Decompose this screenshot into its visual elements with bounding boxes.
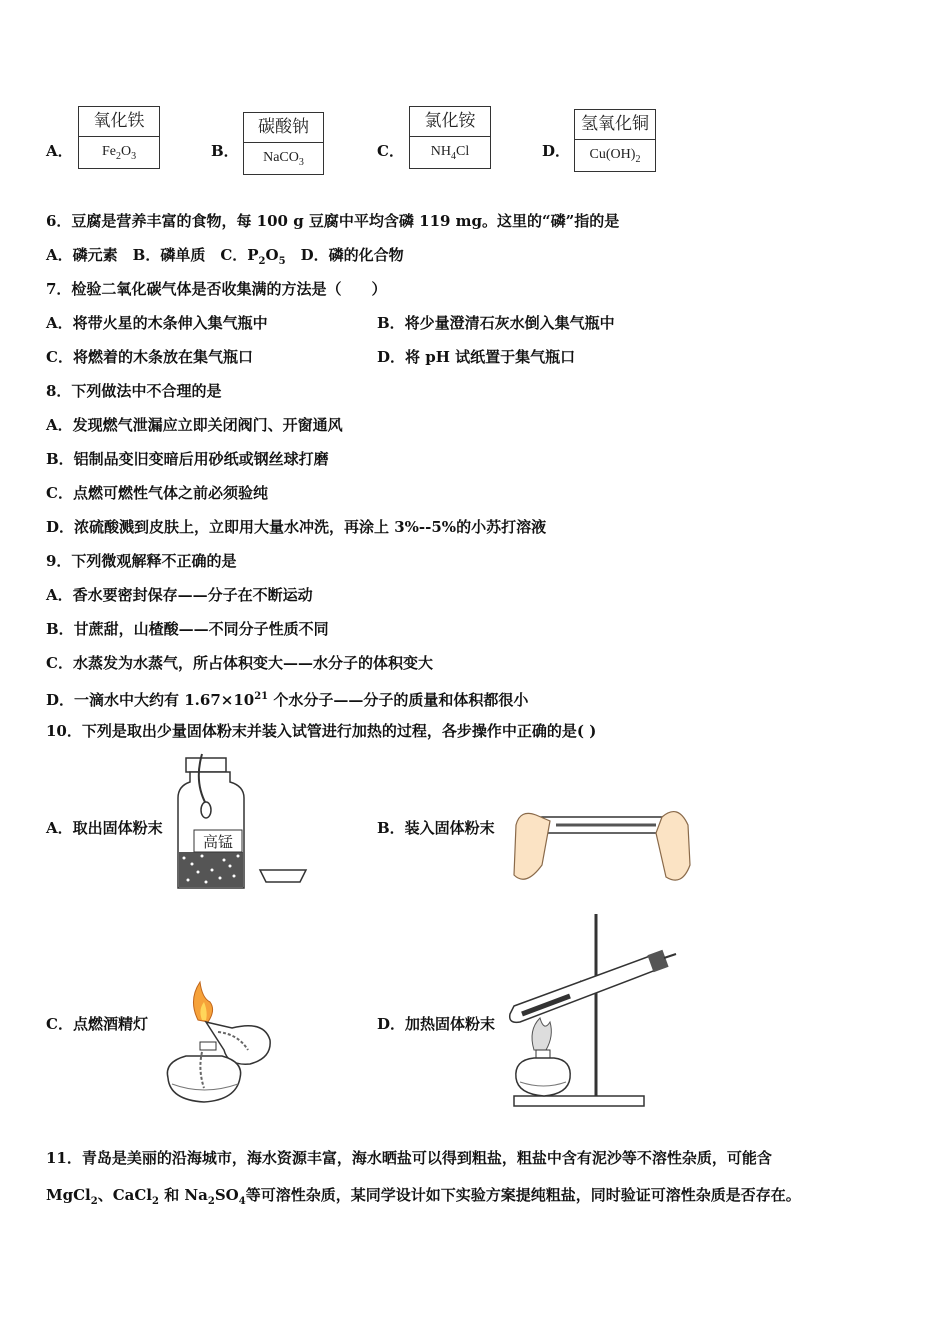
q5-option-b-label-box — [243, 112, 324, 175]
q6-stem: 6．豆腐是营养丰富的食物，每 100 g 豆腐中平均含磷 119 mg。这里的“磷”指的是 — [46, 212, 620, 230]
q5-option-c-name: 氯化铵 — [410, 107, 490, 137]
q5-option-b-name: 碳酸钠 — [244, 113, 323, 143]
q11-line-1: 11．青岛是美丽的沿海城市，海水资源丰富，海水晒盐可以得到粗盐，粗盐中含有泥沙等不溶性杂质，可能含 — [46, 1149, 772, 1167]
q5-option-d-letter: D． — [542, 142, 571, 160]
q5-option-b-letter: B． — [211, 142, 239, 160]
q7-option-c: C．将燃着的木条放在集气瓶口 — [46, 348, 253, 366]
q9-option-b: B．甘蔗甜，山楂酸——不同分子性质不同 — [46, 620, 329, 638]
q5-option-a-name: 氧化铁 — [79, 107, 159, 137]
q8-option-c: C．点燃可燃性气体之前必须验纯 — [46, 484, 268, 502]
q7-option-d: D．将 pH 试纸置于集气瓶口 — [377, 348, 576, 366]
illustration-load-powder — [506, 795, 696, 890]
illustration-take-powder — [172, 752, 312, 892]
q7-option-b: B．将少量澄清石灰水倒入集气瓶中 — [377, 314, 615, 332]
q8-option-d: D．浓硫酸溅到皮肤上，立即用大量水冲洗，再涂上 3%--5%的小苏打溶液 — [46, 518, 547, 536]
q9-option-d: D．一滴水中大约有 $1.67\times 10^{21}$ 个水分子——分子的质量和体积都很小 — [46, 691, 529, 709]
q7-option-a: A．将带火星的木条伸入集气瓶中 — [46, 314, 268, 332]
svg-text:高锰: 高锰 — [202, 833, 234, 851]
q6-options: A．磷元素 B．磷单质 C．$P_2O_5$ D．磷的化合物 — [46, 246, 404, 267]
q5-option-c-label-box — [409, 106, 491, 169]
q5-option-a-label-box — [78, 106, 160, 169]
q5-option-c-formula: $NH_4Cl$ — [430, 144, 470, 162]
q5-option-d-name: 氢氧化铜 — [575, 110, 655, 140]
q10-option-c: C．点燃酒精灯 — [46, 1015, 148, 1033]
illustration-light-lamp — [158, 980, 278, 1110]
q10-option-d: D．加热固体粉末 — [377, 1015, 496, 1033]
q5-option-c-letter: C． — [377, 142, 404, 160]
q7-stem: 7．检验二氧化碳气体是否收集满的方法是（ ） — [46, 280, 387, 298]
q5-option-a-formula: $Fe_2O_3$ — [101, 144, 137, 162]
q5-option-a-letter: A． — [46, 142, 73, 160]
q5-option-d-label-box — [574, 109, 656, 172]
iron-stand-heating-icon — [500, 910, 680, 1110]
illustration-heat-powder — [500, 910, 680, 1110]
alcohol-lamp-icon — [158, 980, 278, 1110]
reagent-bottle-icon — [172, 752, 312, 892]
q9-stem: 9．下列微观解释不正确的是 — [46, 552, 237, 570]
q9-option-a: A．香水要密封保存——分子在不断运动 — [46, 586, 313, 604]
test-tube-hands-icon — [506, 795, 696, 890]
q5-option-d-formula: $Cu(OH)_2$ — [589, 147, 641, 165]
q11-line-2: MgCl$_2$、CaCl$_2$ 和 $Na_2SO_4$等可溶性杂质，某同学设计如下实验方案提纯粗盐，同时验证可溶性杂质是否存在。 — [46, 1186, 801, 1207]
q10-option-a: A．取出固体粉末 — [46, 819, 163, 837]
q8-stem: 8．下列做法中不合理的是 — [46, 382, 222, 400]
q9-option-c: C．水蒸发为水蒸气，所占体积变大——水分子的体积变大 — [46, 654, 433, 672]
q8-option-a: A．发现燃气泄漏应立即关闭阀门、开窗通风 — [46, 416, 343, 434]
q8-option-b: B．铝制品变旧变暗后用砂纸或钢丝球打磨 — [46, 450, 329, 468]
q10-option-b: B．装入固体粉末 — [377, 819, 495, 837]
q10-stem: 10．下列是取出少量固体粉末并装入试管进行加热的过程，各步操作中正确的是( ) — [46, 722, 597, 740]
q5-option-b-formula: NaCO$_3$ — [263, 150, 304, 168]
